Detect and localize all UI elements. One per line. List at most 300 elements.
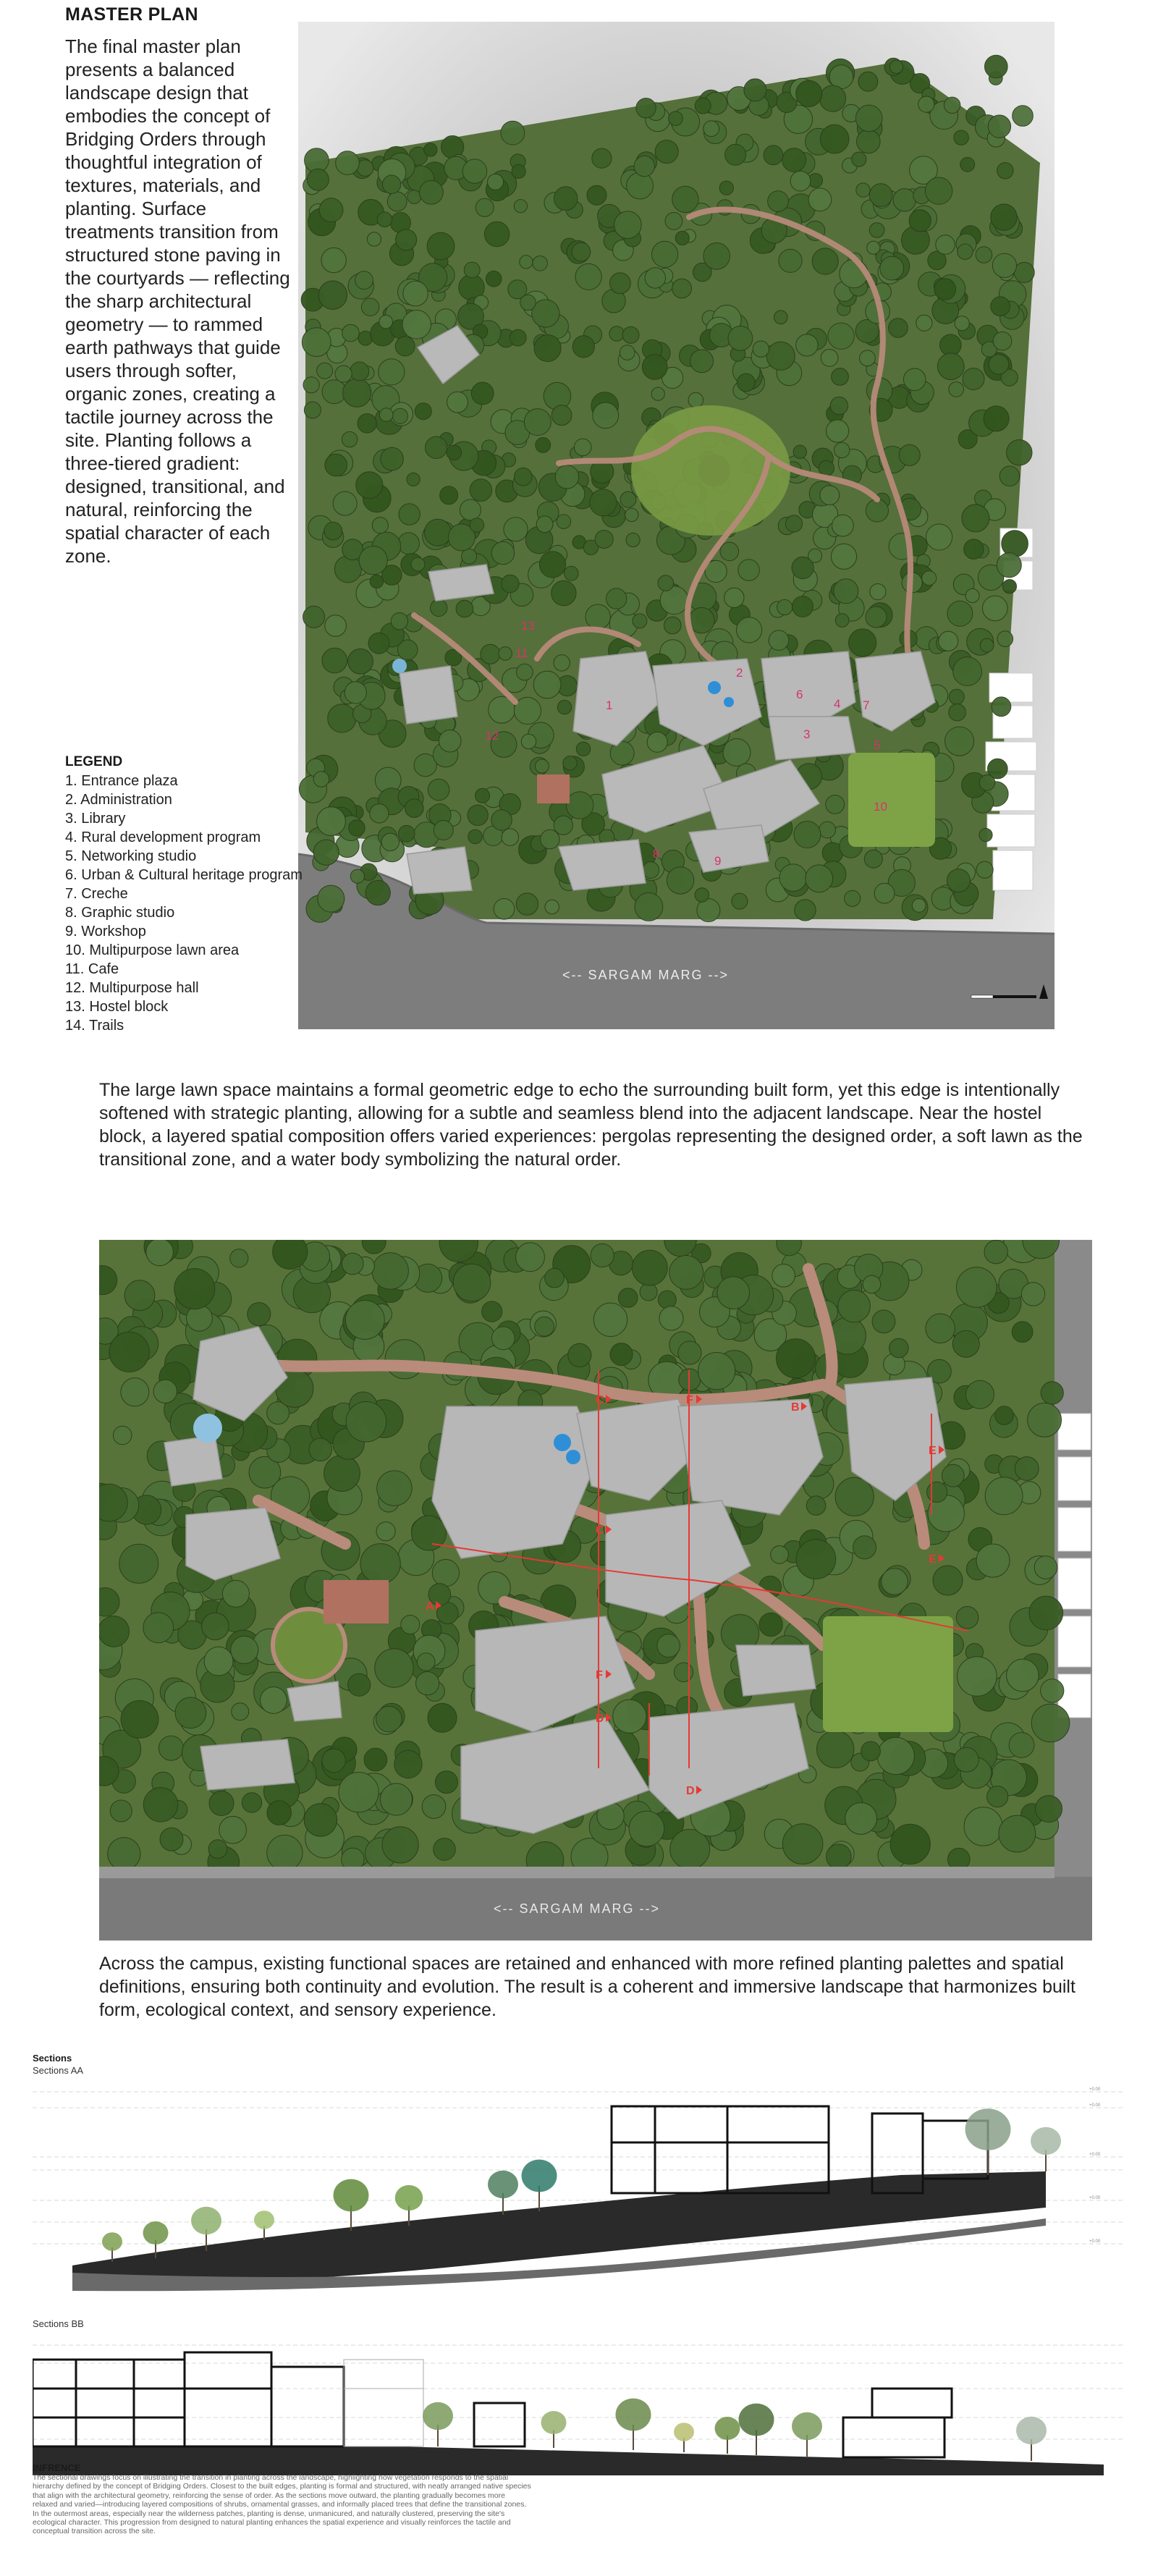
tree (870, 584, 886, 600)
tree (1007, 440, 1032, 465)
tree (544, 382, 571, 410)
svg-text:F: F (686, 1394, 693, 1406)
tree (535, 1317, 554, 1336)
tree (109, 1332, 149, 1372)
tree (947, 869, 970, 892)
tree (398, 825, 415, 842)
tree (808, 188, 832, 211)
tree (554, 816, 572, 835)
tree (512, 164, 525, 178)
tree (657, 1634, 680, 1657)
tree (557, 515, 571, 529)
tree (324, 1456, 360, 1492)
tree (377, 1471, 412, 1506)
tree (979, 775, 995, 791)
road-label: <-- SARGAM MARG --> (493, 1901, 661, 1916)
tree (376, 1706, 402, 1732)
tree (610, 1343, 633, 1366)
tree (792, 557, 813, 578)
legend-item: 13. Hostel block (65, 999, 169, 1015)
plan-marker: 2 (736, 666, 743, 680)
tree (947, 601, 973, 626)
enlarged-plan-svg (99, 1240, 1092, 1941)
legend-item: 4. Rural development program (65, 829, 261, 845)
tree (261, 1687, 287, 1714)
tree (339, 1773, 379, 1812)
tree (304, 1804, 337, 1836)
tree (999, 466, 1020, 486)
tree (889, 1338, 909, 1358)
tree (345, 682, 366, 704)
tree (121, 1378, 149, 1406)
tree (866, 607, 887, 628)
tree (989, 355, 1009, 375)
tree (592, 148, 612, 168)
tree (812, 248, 838, 274)
tree (916, 315, 932, 331)
tree (1029, 1596, 1063, 1630)
plan-marker: 1 (606, 698, 613, 712)
tree (376, 1522, 395, 1541)
tree (647, 732, 667, 752)
section-tree (1016, 2417, 1047, 2461)
tree (364, 1748, 387, 1771)
tree (922, 571, 937, 586)
tree (521, 734, 536, 748)
tree (416, 1672, 439, 1695)
tree (502, 575, 520, 593)
tree (574, 439, 591, 456)
plan-marker: 9 (714, 854, 722, 868)
tree (719, 181, 733, 195)
tree (766, 342, 795, 370)
tree (764, 145, 783, 165)
road-label: <-- SARGAM MARG --> (562, 968, 730, 982)
tree (607, 588, 627, 609)
tree (633, 614, 647, 628)
tree (984, 406, 1009, 431)
tree (958, 1657, 997, 1697)
tree (395, 337, 415, 356)
section-aa-drawing (33, 2077, 1125, 2294)
tree (355, 271, 373, 290)
tree (426, 436, 447, 458)
tree (431, 599, 447, 616)
tree (510, 329, 526, 346)
tree (356, 472, 383, 499)
tree (609, 326, 625, 342)
tree (880, 256, 904, 280)
tree (1002, 580, 1016, 594)
tree (634, 156, 654, 176)
tree (541, 829, 559, 848)
tree (175, 1697, 206, 1728)
tree (832, 368, 849, 386)
tree (392, 408, 407, 423)
tree (794, 822, 821, 848)
tree (348, 1673, 371, 1696)
svg-text:E: E (929, 1553, 937, 1566)
section-tree (1031, 2127, 1061, 2171)
tree (620, 491, 636, 507)
tree (536, 438, 551, 453)
tree (342, 324, 360, 342)
tree (867, 241, 880, 254)
tree (703, 121, 719, 137)
tree (491, 541, 514, 564)
tree (209, 1791, 234, 1816)
tree (869, 223, 884, 238)
tree (949, 382, 964, 397)
tree (957, 1267, 997, 1308)
tree (401, 1616, 420, 1634)
section-tree (522, 2160, 557, 2211)
tree (629, 1811, 664, 1846)
tree (317, 363, 333, 379)
tree (695, 98, 711, 114)
tree (835, 614, 849, 628)
tree (965, 588, 979, 602)
tree (667, 867, 693, 894)
tree (336, 151, 360, 175)
tree (864, 850, 882, 868)
tree (732, 893, 748, 909)
tree (688, 392, 703, 407)
tree (949, 704, 966, 721)
tree (187, 1305, 213, 1331)
tree (918, 96, 934, 112)
tree (852, 152, 866, 166)
building-section (33, 2352, 952, 2457)
legend-item: 1. Entrance plaza (65, 773, 178, 789)
tree (435, 1771, 457, 1794)
plan-marker: 5 (874, 738, 881, 752)
tree (909, 210, 931, 232)
svg-text:+0.00: +0.00 (1089, 2239, 1101, 2244)
tree (382, 175, 400, 193)
tree (953, 657, 982, 686)
tree (717, 1277, 750, 1309)
tree (845, 1803, 877, 1835)
tree (575, 263, 601, 290)
tree (348, 649, 373, 674)
tree (819, 85, 845, 111)
master-plan-drawing (298, 22, 1055, 1029)
tree (333, 491, 357, 515)
tree (944, 97, 960, 113)
tree (737, 373, 755, 392)
tree (124, 1280, 155, 1311)
tree (834, 579, 858, 604)
tree (866, 499, 888, 522)
tree (595, 531, 613, 549)
tree (980, 638, 994, 652)
tree (832, 515, 854, 536)
tree (610, 273, 631, 294)
water-feature (708, 681, 721, 694)
section-tree (102, 2232, 122, 2262)
plan-marker: 3 (803, 727, 811, 741)
tree (954, 1747, 979, 1772)
tree (669, 1256, 703, 1290)
tree (335, 366, 352, 382)
legend (65, 754, 369, 1035)
tree (622, 326, 639, 343)
tree (934, 279, 956, 300)
tree (536, 516, 553, 533)
tree (669, 111, 683, 126)
tree (759, 1613, 782, 1636)
tree (827, 1844, 852, 1870)
tree (160, 1828, 183, 1851)
tree (926, 1314, 955, 1343)
svg-text:A: A (426, 1600, 434, 1613)
tree (358, 414, 376, 433)
svg-text:C: C (596, 1394, 604, 1406)
tree (407, 190, 421, 204)
tree (614, 211, 642, 239)
tree (302, 328, 331, 357)
legend-item: 8. Graphic studio (65, 905, 175, 921)
tree (391, 613, 407, 630)
tree (434, 821, 453, 840)
tree (874, 883, 895, 903)
section-bb-label: Sections BB (33, 2318, 84, 2329)
tree (1014, 262, 1034, 282)
tree (375, 1649, 413, 1687)
tree (819, 460, 834, 476)
tree (882, 1568, 908, 1595)
tree (319, 198, 343, 222)
section-aa-svg (33, 2077, 1125, 2294)
tree (471, 382, 494, 405)
legend-item: 2. Administration (65, 792, 172, 808)
tree (926, 524, 952, 550)
tree (936, 235, 955, 255)
tree (985, 55, 1008, 78)
tree (724, 588, 744, 607)
tree (361, 298, 379, 316)
tree (153, 1380, 177, 1403)
tree (372, 518, 388, 533)
tree (370, 804, 389, 823)
plan-marker: 11 (515, 646, 528, 660)
tree (350, 362, 369, 381)
tree (447, 445, 462, 460)
svg-text:D: D (686, 1785, 695, 1797)
tree (407, 473, 420, 486)
section-tree (965, 2108, 1011, 2175)
tree (834, 442, 850, 457)
tree (703, 243, 730, 270)
tree (468, 805, 488, 825)
tree (993, 331, 1012, 350)
legend-item: 12. Multipurpose hall (65, 980, 199, 996)
tree (174, 1269, 215, 1309)
tree (658, 1291, 676, 1309)
tree (774, 311, 788, 324)
tree (618, 1288, 638, 1308)
tree (415, 403, 431, 420)
section-tree (541, 2411, 567, 2448)
tree (504, 518, 528, 541)
tree (658, 575, 674, 591)
tree (303, 606, 325, 628)
tree (447, 392, 468, 413)
tree (593, 402, 619, 428)
tree (146, 1240, 174, 1266)
tree (860, 350, 876, 366)
tree (889, 60, 903, 73)
section-aa-label: Sections AA (33, 2065, 84, 2076)
tree (230, 1249, 248, 1267)
tree (893, 189, 916, 211)
water-feature (554, 1434, 571, 1451)
tree (462, 159, 486, 183)
tree (379, 359, 405, 385)
tree (849, 629, 876, 656)
tree (997, 163, 1013, 179)
tree (360, 1544, 400, 1584)
tree (992, 253, 1016, 277)
tree (365, 880, 390, 905)
section-tree (423, 2402, 453, 2446)
tree (321, 248, 346, 272)
tree (484, 221, 509, 246)
tree (796, 80, 822, 106)
svg-text:+0.00: +0.00 (1089, 2087, 1101, 2092)
tree (367, 232, 381, 246)
tree (325, 454, 347, 476)
svg-text:+0.00: +0.00 (1089, 2103, 1101, 2108)
tree (779, 864, 807, 892)
multipurpose-lawn (848, 753, 935, 847)
tree (642, 355, 667, 380)
tree (985, 1477, 1023, 1515)
tree (564, 566, 578, 580)
legend-item: 14. Trails (65, 1018, 124, 1034)
tree (979, 829, 992, 842)
tree (309, 1438, 332, 1461)
section-tree (792, 2412, 822, 2457)
tree (1013, 106, 1034, 127)
tree (545, 1268, 565, 1288)
tree (672, 186, 698, 212)
tree (831, 544, 856, 569)
tree (960, 157, 975, 172)
tree (520, 256, 533, 269)
tree (468, 829, 483, 844)
svg-text:B: B (791, 1401, 800, 1414)
tree (557, 700, 571, 714)
tree (645, 268, 665, 288)
tree (830, 397, 848, 414)
tree (1028, 1403, 1062, 1437)
tree (796, 334, 818, 356)
tree (572, 336, 594, 358)
tree (937, 353, 964, 380)
tree (394, 1750, 422, 1778)
tree (889, 318, 908, 338)
tree (826, 795, 845, 814)
tree (456, 600, 473, 617)
tree (782, 148, 806, 172)
section-bb-svg (33, 2331, 1125, 2475)
tree (396, 229, 417, 250)
legend-title: LEGEND (65, 754, 123, 769)
tree (820, 124, 849, 153)
tree (121, 1701, 159, 1739)
tree (698, 1353, 735, 1390)
tree (202, 1613, 229, 1639)
tree (636, 98, 656, 118)
tree (208, 1840, 227, 1859)
tree (325, 615, 347, 637)
tree (345, 1301, 384, 1340)
tree (328, 704, 356, 732)
tree (545, 900, 559, 913)
tree (368, 633, 389, 654)
tree (1041, 1679, 1064, 1702)
tree (777, 599, 793, 615)
tree (942, 1464, 964, 1487)
tree (460, 499, 481, 520)
tree (728, 326, 753, 351)
tree (958, 244, 973, 259)
tree (997, 631, 1013, 647)
tree (462, 549, 477, 564)
tree (568, 1343, 591, 1367)
tree (903, 368, 926, 391)
tree (554, 187, 578, 211)
tree (113, 1426, 132, 1445)
section-tree (488, 2171, 518, 2215)
tree (318, 281, 347, 309)
tree (964, 539, 984, 559)
section-tree (616, 2399, 651, 2450)
tree (402, 311, 431, 339)
tree (143, 1613, 174, 1643)
tree (370, 575, 383, 588)
tree (738, 559, 759, 580)
tree (516, 1243, 545, 1272)
tree (424, 519, 451, 546)
tree (563, 756, 577, 770)
tree (514, 697, 541, 724)
tree (976, 247, 992, 263)
tree (997, 553, 1021, 578)
legend-item: 9. Workshop (65, 924, 146, 939)
tree (372, 1253, 408, 1289)
tree (952, 1330, 979, 1357)
tree (382, 1827, 418, 1863)
tree (403, 281, 428, 305)
tree (424, 143, 437, 156)
tree (551, 405, 572, 426)
master-plan-title: MASTER PLAN (65, 4, 198, 25)
tree (827, 420, 849, 442)
tree (672, 279, 692, 298)
pergola (324, 1580, 389, 1623)
tree (1036, 1796, 1062, 1823)
plan-marker: 10 (874, 800, 887, 814)
tree (476, 788, 490, 803)
tree (655, 140, 678, 164)
tree (591, 1243, 614, 1267)
tree (955, 316, 969, 331)
tree (1031, 1704, 1070, 1742)
tree (720, 542, 739, 561)
